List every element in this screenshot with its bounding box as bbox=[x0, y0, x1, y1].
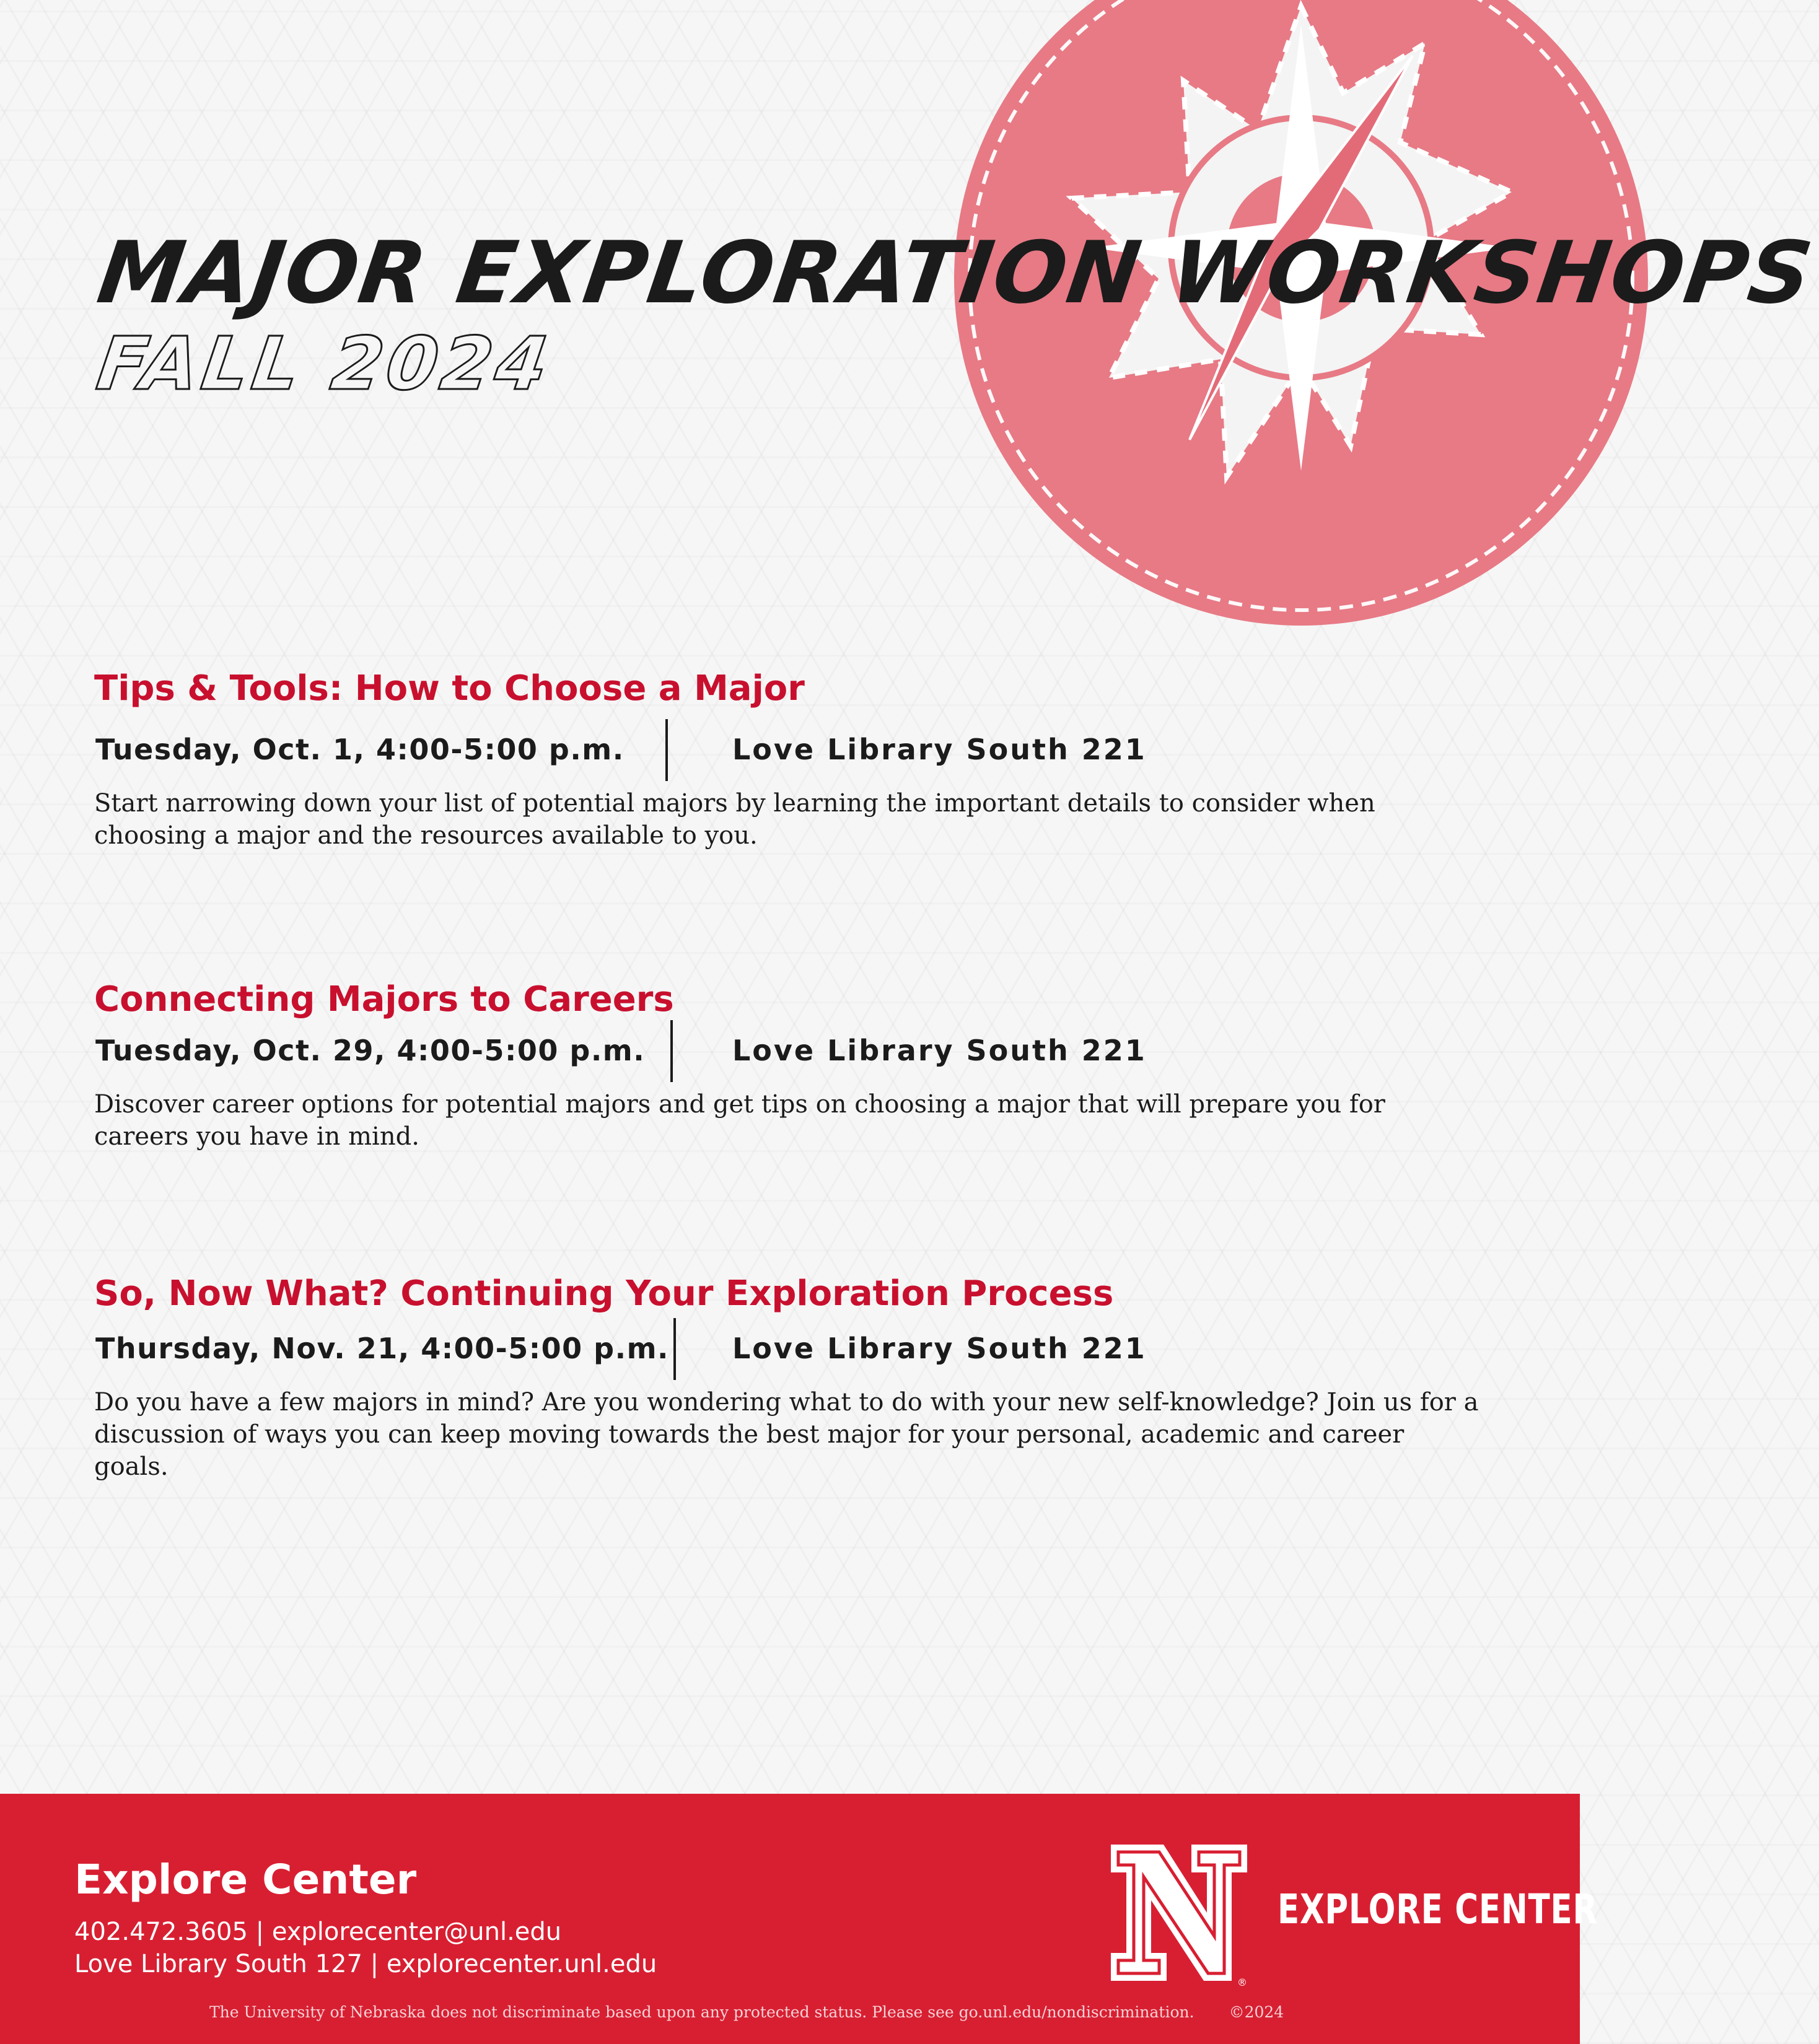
workshop-location: Love Library South 221 bbox=[732, 1332, 1147, 1366]
footer-wordmark: EXPLORE CENTER bbox=[1278, 1885, 1598, 1933]
workshop-location: Love Library South 221 bbox=[732, 733, 1147, 767]
workshop-description: Discover career options for potential majors and get tips on choosing a major that will prepare you for careers you have in mind. bbox=[94, 1090, 1385, 1151]
workshop-meta bbox=[94, 1020, 1488, 1085]
workshop-title: So, Now What? Continuing Your Exploration Process bbox=[94, 1273, 1114, 1314]
copyright: ©2024 bbox=[1229, 2003, 1284, 2021]
footer-legal bbox=[209, 2003, 1284, 2021]
nebraska-n-logo-icon bbox=[1105, 1838, 1253, 1987]
workshop-description: Do you have a few majors in mind? Are you wondering what to do with your new self-knowledge? Join us for a discussion of ways you can keep moving towards the best major for your personal, academic and career goals. bbox=[94, 1388, 1479, 1482]
workshop-meta bbox=[94, 719, 1488, 784]
workshop-meta bbox=[94, 1318, 1488, 1382]
workshop-item bbox=[94, 1273, 1488, 1483]
divider bbox=[673, 1318, 676, 1380]
nondiscrimination-statement: The University of Nebraska does not discriminate based upon any protected status. Please see go.unl.edu/nondiscrimination. bbox=[209, 2003, 1194, 2021]
footer-org-name: Explore Center bbox=[74, 1856, 417, 1903]
divider bbox=[670, 1020, 673, 1082]
workshop-date: Tuesday, Oct. 1, 4:00-5:00 p.m. bbox=[95, 733, 625, 767]
registered-mark: ® bbox=[1237, 1976, 1247, 1988]
workshop-date: Tuesday, Oct. 29, 4:00-5:00 p.m. bbox=[95, 1034, 646, 1068]
workshop-title: Connecting Majors to Careers bbox=[94, 979, 674, 1020]
workshop-item bbox=[94, 668, 1488, 852]
workshop-date: Thursday, Nov. 21, 4:00-5:00 p.m. bbox=[95, 1332, 669, 1366]
page-title: MAJOR EXPLORATION WORKSHOPS bbox=[92, 223, 1819, 323]
workshop-description: Start narrowing down your list of potential majors by learning the important details to consider when choosing a major and the resources available to you. bbox=[94, 789, 1375, 850]
page-subtitle: FALL 2024 bbox=[92, 321, 557, 406]
workshop-location: Love Library South 221 bbox=[732, 1034, 1147, 1068]
footer bbox=[0, 1794, 1598, 2044]
footer-contact-address-web[interactable]: Love Library South 127 | explorecenter.unl.edu bbox=[74, 1950, 657, 1978]
workshop-item bbox=[94, 979, 1488, 1153]
workshop-title: Tips & Tools: How to Choose a Major bbox=[94, 668, 805, 709]
footer-contact-phone-email[interactable]: 402.472.3605 | explorecenter@unl.edu bbox=[74, 1918, 562, 1946]
divider bbox=[665, 719, 668, 781]
